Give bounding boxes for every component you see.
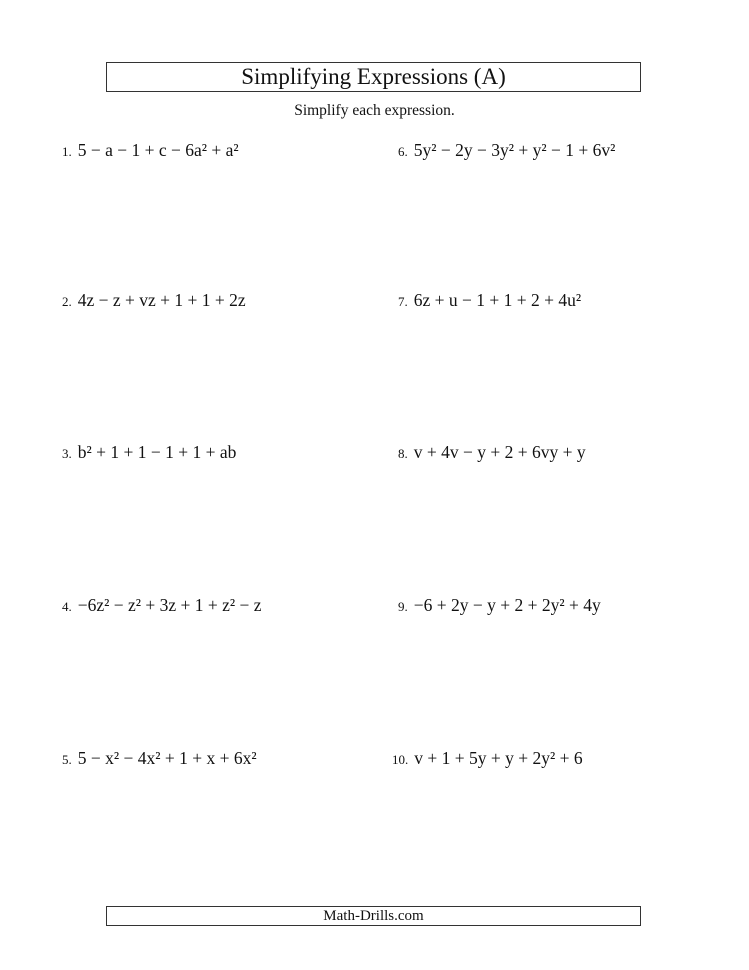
problem-number: 4. — [62, 599, 72, 614]
problem-4 — [62, 595, 262, 616]
problem-number: 10. — [392, 752, 409, 767]
problem-3 — [62, 442, 236, 463]
problem-9 — [398, 595, 601, 616]
problem-expression: 5 − a − 1 + c − 6a² + a² — [77, 140, 239, 160]
problem-1 — [62, 140, 239, 161]
problem-2 — [62, 290, 246, 311]
worksheet-title: Simplifying Expressions (A) — [106, 62, 641, 92]
problem-10 — [392, 748, 583, 769]
problem-number: 3. — [62, 446, 72, 461]
problem-expression: −6z² − z² + 3z + 1 + z² − z — [77, 595, 262, 615]
problem-expression: v + 1 + 5y + y + 2y² + 6 — [414, 748, 583, 768]
problem-7 — [398, 290, 581, 311]
problem-expression: 5y² − 2y − 3y² + y² − 1 + 6v² — [413, 140, 616, 160]
problem-number: 8. — [398, 446, 408, 461]
problem-8 — [398, 442, 586, 463]
problem-number: 7. — [398, 294, 408, 309]
problem-6 — [398, 140, 615, 161]
problem-expression: 5 − x² − 4x² + 1 + x + 6x² — [77, 748, 257, 768]
worksheet-instructions: Simplify each expression. — [294, 102, 455, 119]
problem-number: 5. — [62, 752, 72, 767]
problem-number: 2. — [62, 294, 72, 309]
problem-expression: b² + 1 + 1 − 1 + 1 + ab — [77, 442, 237, 462]
problem-number: 6. — [398, 144, 408, 159]
problem-5 — [62, 748, 257, 769]
problem-expression: −6 + 2y − y + 2 + 2y² + 4y — [413, 595, 601, 615]
problem-number: 9. — [398, 599, 408, 614]
footer-credit: Math-Drills.com — [106, 906, 641, 926]
problem-number: 1. — [62, 144, 72, 159]
problem-expression: 6z + u − 1 + 1 + 2 + 4u² — [413, 290, 582, 310]
problem-expression: v + 4v − y + 2 + 6vy + y — [413, 442, 586, 462]
problem-expression: 4z − z + vz + 1 + 1 + 2z — [77, 290, 246, 310]
